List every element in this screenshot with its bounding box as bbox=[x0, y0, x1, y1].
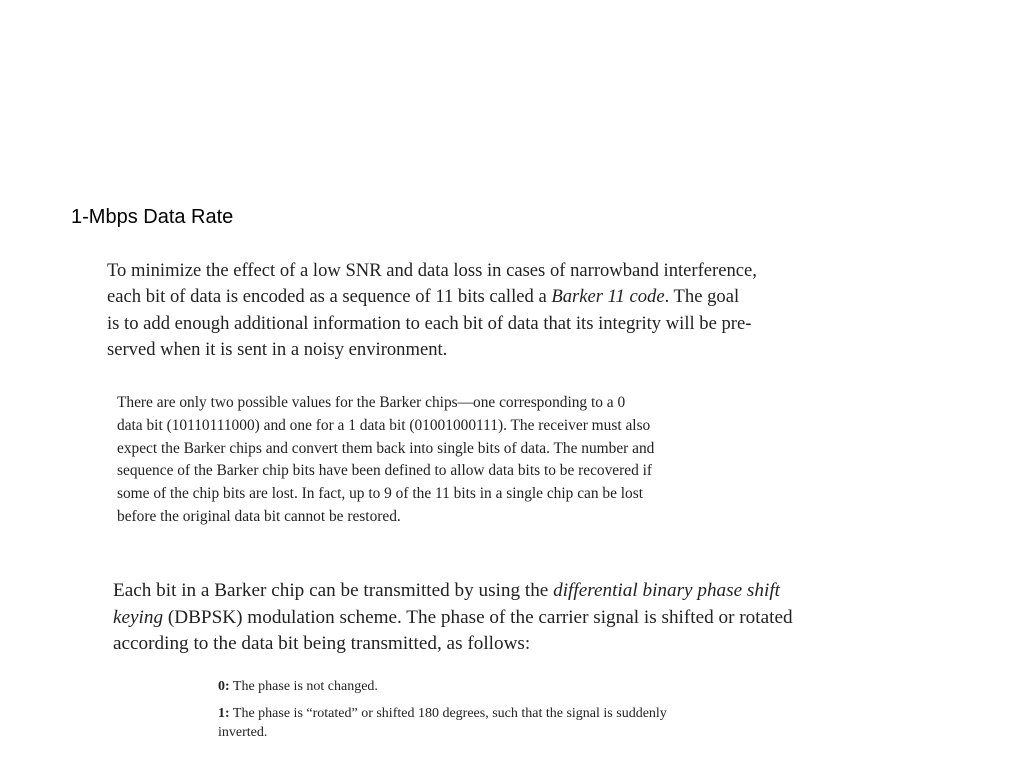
paragraph-line bbox=[113, 605, 913, 632]
definition-text: inverted. bbox=[218, 725, 268, 740]
paragraph-barker-chips bbox=[117, 392, 797, 529]
paragraph-line: some of the chip bits are lost. In fact, up to 9 of the 11 bits in a single chip can be lost bbox=[117, 485, 644, 503]
paragraph-line: before the original data bit cannot be restored. bbox=[117, 507, 401, 525]
paragraph-line bbox=[107, 284, 867, 310]
dbpsk-term: keying bbox=[113, 606, 164, 628]
text-run: each bit of data is encoded as a sequence of 11 bits called a bbox=[107, 286, 552, 308]
paragraph-line bbox=[113, 578, 913, 605]
paragraph-line: is to add enough additional information to each bit of data that its integrity will be pre- bbox=[107, 312, 752, 334]
definition-key: 0: bbox=[218, 679, 230, 694]
paragraph-line: according to the data bit being transmitted, as follows: bbox=[113, 633, 531, 654]
definition-text: The phase is not changed. bbox=[229, 679, 378, 694]
paragraph-barker-code bbox=[107, 258, 867, 363]
dbpsk-term: differential binary phase shift bbox=[553, 580, 780, 601]
slide-title: 1-Mbps Data Rate bbox=[71, 206, 234, 228]
barker-code-term: Barker 11 code bbox=[551, 286, 665, 308]
paragraph-line: There are only two possible values for the Barker chips—one corresponding to a 0 bbox=[117, 394, 626, 411]
text-run: . The goal bbox=[664, 286, 740, 308]
paragraph-dbpsk bbox=[113, 578, 913, 658]
phase-definitions bbox=[218, 677, 778, 750]
paragraph-line: served when it is sent in a noisy environment. bbox=[107, 338, 448, 360]
paragraph-line: sequence of the Barker chip bits have been defined to allow data bits to be recovered if bbox=[117, 462, 653, 480]
paragraph-line: expect the Barker chips and convert them back into single bits of data. The number and bbox=[117, 439, 655, 457]
text-run: Each bit in a Barker chip can be transmitted by using the bbox=[113, 580, 554, 601]
definition-text: The phase is “rotated” or shifted 180 degrees, such that the signal is suddenly bbox=[229, 706, 667, 721]
paragraph-line: To minimize the effect of a low SNR and data loss in cases of narrowband interference, bbox=[107, 260, 757, 281]
text-run: (DBPSK) modulation scheme. The phase of the carrier signal is shifted or rotated bbox=[163, 606, 793, 628]
definition-key: 1: bbox=[218, 706, 230, 721]
definition-1 bbox=[218, 704, 778, 742]
paragraph-line: data bit (10110111000) and one for a 1 data bit (01001000111). The receiver must also bbox=[117, 416, 651, 434]
definition-0 bbox=[218, 677, 778, 696]
